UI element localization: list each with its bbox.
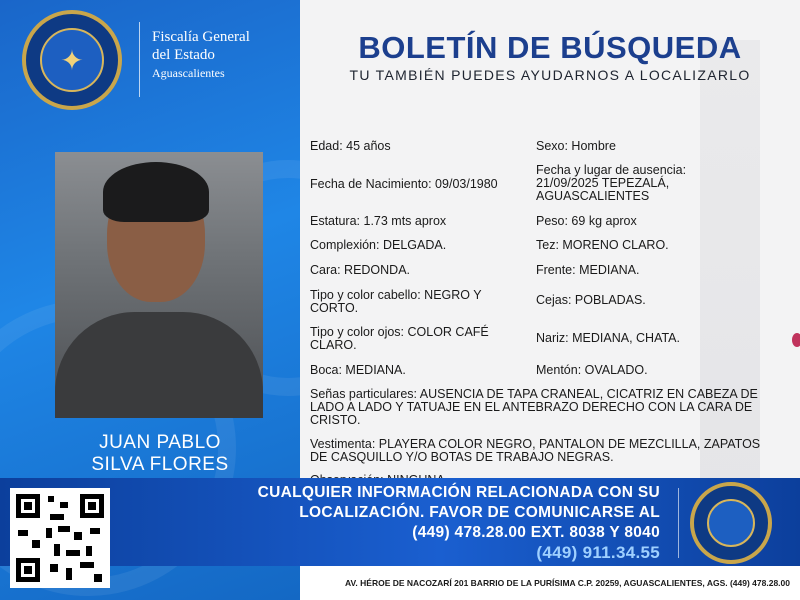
missing-person-photo [55,152,263,418]
name-line-1: JUAN PABLO [99,432,221,453]
detail-nariz: Nariz: MEDIANA, CHATA. [536,331,680,345]
detail-nacimiento: Fecha de Nacimiento: 09/03/1980 [310,177,498,191]
detail-boca: Boca: MEDIANA. [310,363,406,377]
detail-estatura: Estatura: 1.73 mts aprox [310,214,447,228]
contact-message [200,483,660,563]
contact-phone-1: (449) 478.28.00 EXT. 8038 Y 8040 [412,524,660,541]
contact-phone-2: (449) 911.34.55 [536,543,660,562]
missing-person-name [60,432,260,476]
org-line-2: del Estado [152,47,215,63]
header-divider [139,22,140,97]
qr-code[interactable] [10,488,110,588]
organization-name [152,28,250,82]
footer-address: AV. HÉROE DE NACOZARÍ 201 BARRIO DE LA PURÍSIMA C.P. 20259, AGUASCALIENTES, AGS. (449) 478.28.00 [345,578,790,588]
name-line-2: SILVA FLORES [91,454,229,475]
detail-frente: Frente: MEDIANA. [536,263,640,277]
contact-line-2: LOCALIZACIÓN. FAVOR DE COMUNICARSE AL [299,504,660,521]
fiscalia-seal-icon [690,482,772,564]
detail-menton: Mentón: OVALADO. [536,363,648,377]
page-subtitle: TU TAMBIÉN PUEDES AYUDARNOS A LOCALIZARLO [349,67,751,83]
edge-marker [792,333,800,347]
fiscalia-seal-icon: ✦ [22,10,122,110]
detail-cara: Cara: REDONDA. [310,263,411,277]
detail-sexo: Sexo: Hombre [536,139,616,153]
detail-cabello: Tipo y color cabello: NEGRO Y CORTO. [310,288,482,315]
detail-vestimenta: Vestimenta: PLAYERA COLOR NEGRO, PANTALON DE MEZCLILLA, ZAPATOS DE CASQUILLO Y/O BOTAS DE TRABAJO NEGRAS. [310,437,761,464]
detail-complexion: Complexión: DELGADA. [310,238,447,252]
detail-edad: Edad: 45 años [310,139,391,153]
detail-tez: Tez: MORENO CLARO. [536,238,669,252]
detail-peso: Peso: 69 kg aprox [536,214,637,228]
band-divider [678,488,679,558]
org-line-1: Fiscalía General [152,29,250,45]
detail-senas: Señas particulares: AUSENCIA DE TAPA CRANEAL, CICATRIZ EN CABEZA DE LADO A LADO Y TATUAJE EN EL ANTEBRAZO DERECHO CON LA CARA DE CRISTO. [310,387,758,427]
detail-ojos: Tipo y color ojos: COLOR CAFÉ CLARO. [310,325,489,352]
contact-line-1: CUALQUIER INFORMACIÓN RELACIONADA CON SU [257,484,660,501]
org-line-3: Aguascalientes [152,66,225,80]
page-title: BOLETÍN DE BÚSQUEDA [358,30,742,65]
detail-ausencia: Fecha y lugar de ausencia: 21/09/2025 TEPEZALÁ, AGUASCALIENTES [536,163,687,203]
detail-cejas: Cejas: POBLADAS. [536,293,646,307]
